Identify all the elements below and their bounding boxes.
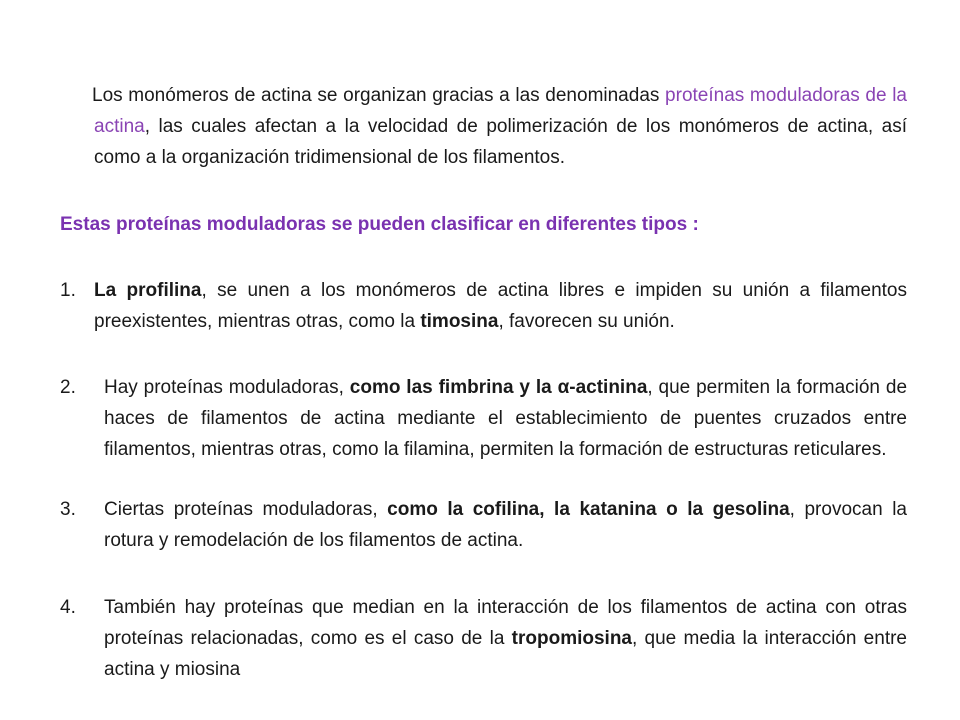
list-item-1 bbox=[60, 275, 907, 337]
intro-paragraph bbox=[60, 80, 907, 173]
list-item-text bbox=[104, 499, 907, 551]
list-item-number: 1. bbox=[60, 280, 76, 301]
intro-text-2: , las cuales afectan a la velocidad de polimerización de los monómeros de actina, así como a la organización tridimensional de los filamentos. bbox=[94, 116, 907, 168]
bold-term: como la cofilina, la katanina o la gesolina bbox=[387, 499, 790, 520]
item-text-segment: , favorecen su unión. bbox=[498, 311, 675, 332]
item-text-segment: , que media la interacción entre actina y miosina bbox=[104, 628, 907, 680]
item-text-segment: Hay proteínas moduladoras, bbox=[104, 377, 350, 398]
list-item-2 bbox=[60, 372, 907, 465]
bold-term: tropomiosina bbox=[511, 628, 632, 649]
item-text-segment: , que permiten la formación de haces de filamentos de actina mediante el establecimiento de puentes cruzados entre filamentos, mientras otras, como la filamina, permiten la formación de estructuras reticulares. bbox=[104, 377, 908, 460]
bold-term: timosina bbox=[420, 311, 499, 332]
bold-term: La profilina bbox=[94, 280, 202, 301]
list-item-number: 3. bbox=[60, 499, 76, 520]
item-text-segment: , provocan la rotura y remodelación de los filamentos de actina. bbox=[104, 499, 907, 551]
bold-term: como las fimbrina y la α-actinina bbox=[349, 377, 648, 398]
list-item-4 bbox=[60, 592, 907, 685]
intro-text-1: Los monómeros de actina se organizan gracias a las denominadas bbox=[92, 85, 666, 106]
item-text-segment: Ciertas proteínas moduladoras, bbox=[104, 499, 388, 520]
list-item-number: 4. bbox=[60, 597, 76, 618]
list-item-text bbox=[104, 597, 907, 680]
item-text-segment: , se unen a los monómeros de actina libres e impiden su unión a filamentos preexistentes, mientras otras, como la bbox=[94, 280, 907, 332]
section-heading: Estas proteínas moduladoras se pueden clasificar en diferentes tipos : bbox=[60, 214, 699, 235]
item-text-segment: También hay proteínas que median en la interacción de los filamentos de actina con otras proteínas relacionadas, como es el caso de la bbox=[104, 597, 907, 649]
list-item-3 bbox=[60, 494, 907, 556]
list-item-text bbox=[94, 280, 907, 332]
intro-accent-term: proteínas moduladoras de la actina bbox=[94, 85, 907, 137]
list-item-number: 2. bbox=[60, 377, 76, 398]
list-item-text bbox=[104, 377, 907, 460]
